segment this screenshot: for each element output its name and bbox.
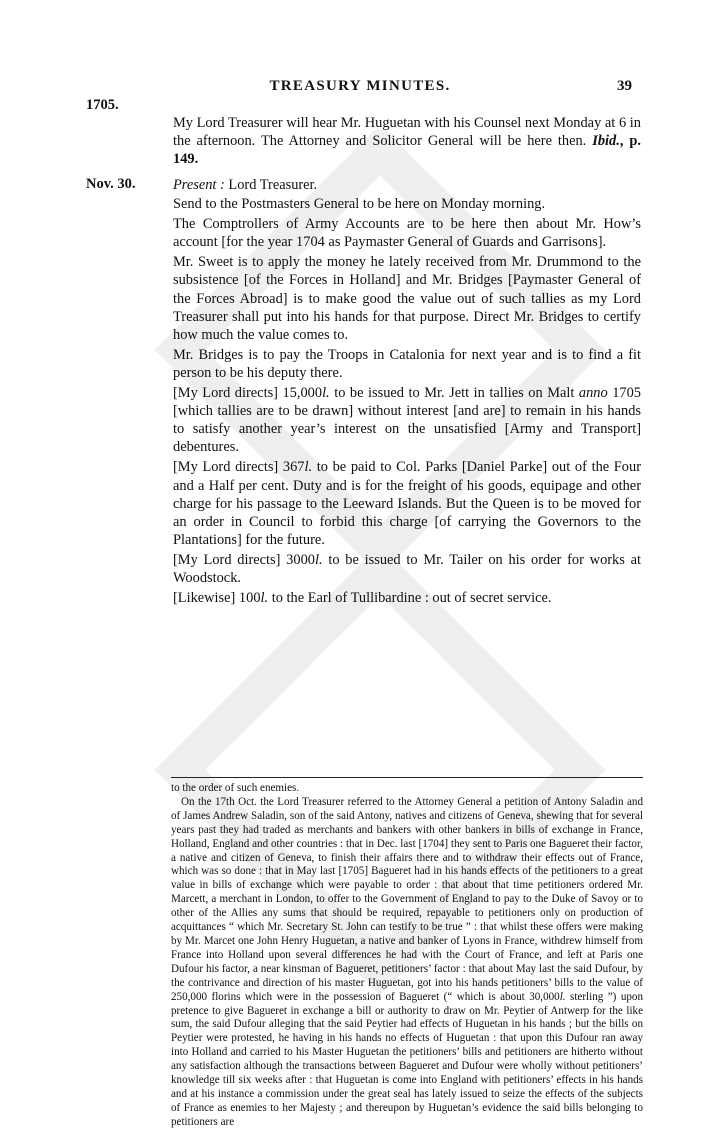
- minute-paragraph: Mr. Sweet is to apply the money he lately received from Mr. Drummond to the subsistence [of the Forces in Holland] and Mr. Bridges [Paymaster General of the Forces Abroad] is to make good the value out of such tallies as my Lord Treasurer shall put into his hands for that purpose. Direct Mr. Bridges to certify how much the value comes to.: [173, 254, 641, 343]
- page-number: 39: [617, 78, 632, 94]
- footnote-continuation: to the order of such enemies.: [171, 782, 300, 794]
- footnote-paragraph: On the 17th Oct. the Lord Treasurer referred to the Attorney General a petition of Antony Saladin and of James Andrew Saladin, son of the said Antony, natives and citizens of Geneva, shewing that for several years past they had traded as merchants and bankers with other bankers in bills of exchange in France, Holland, England and other countries : that in Dec. last [1704] they sent to Paris one Bagueret their factor, a native and citizen of Geneva, to finish their affairs there and to withdraw their effects out of France, which was so done : that in May last [1705] Bagueret had in his hands effects of the petitioners to a great value in bills of exchange which were payable to order : that about that time petitioners ordered Mr. Marcett, a merchant in London, to offer to the Government of England to pay to the Duke of Savoy or to other of the Allies any sums that should be required, repayable to petitioners only on production of acquittances “ which Mr. Secretary St. John can testify to be true ” : that whilst these offers were making by Mr. Marcet one John Henry Huguetan, a native and banker of Lyons in France, withdrew himself from France into Holland upon several differences he had with the Court of France, and left at Paris one Dufour his factor, a near kinsman of Bagueret, petitioners’ factor : that about May last the said Dufour, by the contrivance and direction of his master Huguetan, got into his hands petitioners’ bills to the value of 250,000 florins which were in the possession of Bagueret (“ which is about 30,000l. sterling ”) upon pretence to give Bagueret in exchange a bill or authority to draw on Mr. Peytier of Antwerp for the like sum, the said Dufour alleging that the said Peytier had effects of Huguetan in his hands ; but the bills on Peytier were protested, he having in his hands no effects of Huguetan : that upon this Dufour ran away into Holland and carried to his Master Huguetan the petitioners’ bills and petitioners are hitherto without any satisfaction although the transactions between Bagueret and Dufour were wholly without petitioners’ knowledge till six weeks after : that Huguetan is come into England with petitioners’ effects in his hands and at his instance a commission under the great seal has lately issued to seize the effects of the subjects of France as enemies to her Majesty ; and thereupon by Huguetan’s evidence the said bills belonging to petitioners are: [171, 795, 644, 1128]
- present-line: [173, 176, 641, 194]
- entry-first-text: My Lord Treasurer will hear Mr. Huguetan with his Counsel next Monday at 6 in the afternoon. The Attorney and Solicitor General will be here then.: [173, 115, 641, 150]
- entry-first: [173, 114, 641, 170]
- present-name: Lord Treasurer.: [224, 177, 318, 193]
- minute-paragraph: [My Lord directs] 15,000l. to be issued to Mr. Jett in tallies on Malt anno 1705 [which tallies are to be drawn] without interest [and are] to remain in his hands to satisfy another year’s interest on the unsatisfied [Army and Transport] debentures.: [173, 385, 641, 456]
- minute-paragraph: [Likewise] 100l. to the Earl of Tullibardine : out of secret service.: [173, 590, 552, 607]
- footnote-divider: [171, 777, 643, 778]
- footnotes: [171, 782, 643, 1130]
- minutes-nov-30: [173, 176, 641, 609]
- minute-paragraph: Mr. Bridges is to pay the Troops in Catalonia for next year and is to find a fit person to be his deputy there.: [173, 346, 641, 381]
- margin-date: Nov. 30.: [86, 176, 136, 192]
- reference-ibid: Ibid.: [592, 133, 620, 150]
- running-title: TREASURY MINUTES.: [269, 78, 451, 94]
- minute-paragraph: Send to the Postmasters General to be here on Monday morning.: [173, 196, 546, 213]
- margin-year: 1705.: [86, 97, 119, 113]
- reference-page: , p. 149.: [173, 133, 641, 168]
- minute-paragraph: The Comptrollers of Army Accounts are to be here then about Mr. How’s account [for the year 1704 as Paymaster General of Guards and Garrisons].: [173, 216, 641, 251]
- minute-paragraph: [My Lord directs] 367l. to be paid to Col. Parks [Daniel Parke] out of the Four and a Half per cent. Duty and is for the freight of his goods, equipage and other charge for his passage to the Leeward Islands. But the Queen is to be moved for an order in Council to forbid this charge [of carrying the Governors to the Plantations] for the future.: [173, 459, 641, 548]
- present-label: Present :: [173, 177, 225, 193]
- minute-paragraph: [My Lord directs] 3000l. to be issued to Mr. Tailer on his order for works at Woodstock.: [173, 551, 641, 586]
